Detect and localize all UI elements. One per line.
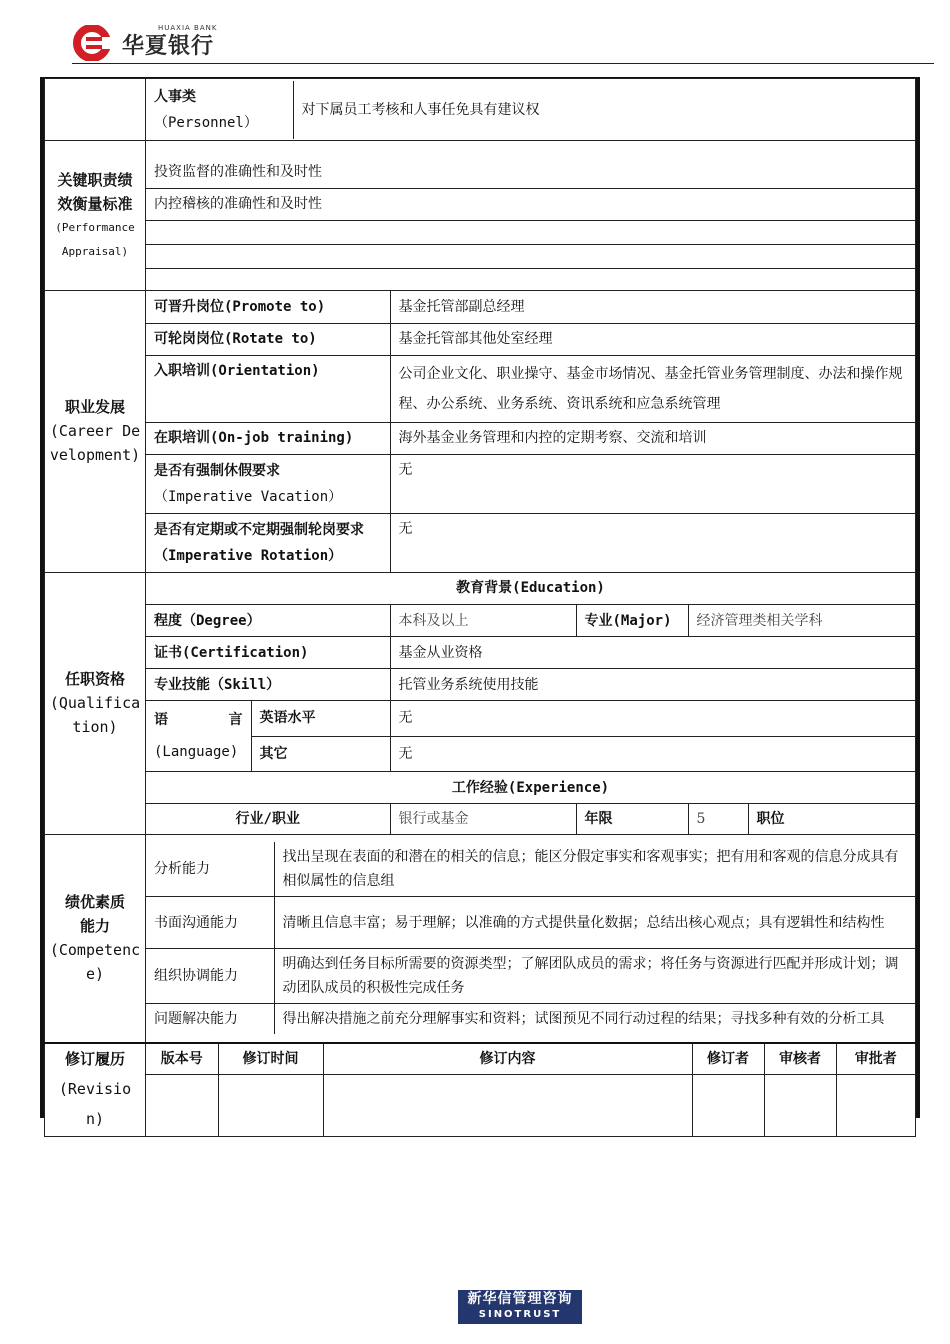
- language-label: 语 言: [154, 712, 243, 728]
- revision-col-content: 修订内容: [323, 1044, 692, 1075]
- english-label: 英语水平: [251, 701, 390, 737]
- performance-row: 投资监督的准确性和及时性: [146, 156, 915, 188]
- performance-row: 内控稽核的准确性和及时性: [146, 188, 915, 220]
- onjob-value: 海外基金业务管理和内控的定期考察、交流和培训: [390, 422, 915, 454]
- logo-english: HUAXIA BANK: [158, 24, 218, 32]
- revision-cell: [836, 1074, 915, 1136]
- skill-value: 托管业务系统使用技能: [390, 669, 915, 701]
- sinotrust-logo: [458, 1290, 582, 1324]
- qualification-section-label: [45, 572, 146, 835]
- page-header: [0, 0, 950, 70]
- revision-col-approver: 审批者: [836, 1044, 915, 1075]
- revision-label-cn: 修订履历: [64, 1049, 125, 1068]
- rotation-value: 无: [390, 513, 915, 572]
- revision-section-label: [45, 1043, 146, 1137]
- years-value: 5: [688, 804, 748, 835]
- qualification-label-cn: 任职资格: [64, 670, 125, 689]
- degree-value: 本科及以上: [390, 605, 576, 637]
- competence-section-label: [45, 835, 146, 1043]
- footer-line1: 新华信管理咨询: [467, 1291, 573, 1307]
- competence-label-en: (Competence): [49, 941, 141, 984]
- performance-row-empty: [146, 268, 915, 275]
- performance-section-label: [45, 141, 146, 291]
- promote-value: 基金托管部副总经理: [390, 291, 915, 323]
- performance-row-empty: [146, 220, 915, 244]
- competence-desc: 清晰且信息丰富；易于理解；以准确的方式提供量化数据；总结出核心观点；具有逻辑性和结构性: [274, 897, 915, 949]
- career-label-en: (Career Development): [49, 422, 141, 465]
- orientation-label: 入职培训(Orientation): [146, 355, 390, 422]
- industry-label: 行业/职业: [146, 804, 390, 835]
- revision-cell: [146, 1074, 218, 1136]
- vacation-label: 是否有强制休假要求: [154, 462, 280, 479]
- revision-label-en: (Revision): [58, 1079, 132, 1128]
- competence-label-cn: 绩优素质能力: [64, 893, 125, 936]
- footer-line2: SINOTRUST: [478, 1309, 562, 1320]
- revision-col-reviser: 修订者: [692, 1044, 764, 1075]
- career-label-cn: 职业发展: [64, 398, 125, 417]
- education-header: 教育背景(Education): [146, 573, 915, 605]
- logo-chinese: 华夏银行: [122, 34, 215, 59]
- competence-desc: 得出解决措施之前充分理解事实和资料；试图预见不同行动过程的结果；寻找多种有效的分析工具: [274, 1004, 915, 1035]
- certification-value: 基金从业资格: [390, 637, 915, 669]
- promote-label: 可晋升岗位(Promote to): [146, 291, 390, 323]
- major-value: 经济管理类相关学科: [688, 605, 915, 637]
- blank-label-cell: [45, 79, 146, 141]
- skill-label: 专业技能（Skill）: [146, 669, 390, 701]
- position-label: 职位: [748, 804, 915, 835]
- years-label: 年限: [576, 804, 688, 835]
- other-language-value: 无: [390, 736, 915, 772]
- onjob-label: 在职培训(On-job training): [146, 422, 390, 454]
- revision-cell: [323, 1074, 692, 1136]
- personnel-label-en: （Personnel）: [154, 114, 258, 131]
- certification-label: 证书(Certification): [146, 637, 390, 669]
- competence-name: 问题解决能力: [146, 1004, 274, 1035]
- qualification-label-en: (Qualification): [49, 694, 141, 737]
- revision-cell: [764, 1074, 836, 1136]
- competence-desc: 明确达到任务目标所需要的资源类型；了解团队成员的需求；将任务与资源进行匹配并形成计划；调动团队成员的积极性完成任务: [274, 949, 915, 1004]
- performance-label-cn: 关键职责绩效衡量标准: [57, 170, 133, 213]
- competence-name: 分析能力: [146, 842, 274, 897]
- competence-name: 书面沟通能力: [146, 897, 274, 949]
- revision-col-date: 修订时间: [218, 1044, 323, 1075]
- revision-cell: [692, 1074, 764, 1136]
- orientation-value: 公司企业文化、职业操守、基金市场情况、基金托管业务管理制度、办法和操作规程、办公系统、业务系统、资讯系统和应急系统管理: [390, 355, 915, 422]
- huaxia-bank-logo-icon: [72, 25, 112, 61]
- vacation-value: 无: [390, 454, 915, 513]
- vacation-label-en: （Imperative Vacation）: [154, 488, 343, 505]
- experience-header: 工作经验(Experience): [146, 772, 915, 804]
- english-value: 无: [390, 701, 915, 737]
- career-section-label: [45, 291, 146, 573]
- performance-label-en: (Performance Appraisal): [55, 220, 135, 258]
- other-language-label: 其它: [251, 736, 390, 772]
- rotate-label: 可轮岗岗位(Rotate to): [146, 323, 390, 355]
- revision-col-version: 版本号: [146, 1044, 218, 1075]
- header-rule: [72, 63, 934, 64]
- major-label: 专业(Major): [576, 605, 688, 637]
- rotation-label: 是否有定期或不定期强制轮岗要求（Imperative Rotation）: [146, 513, 390, 572]
- revision-col-reviewer: 审核者: [764, 1044, 836, 1075]
- language-label-en: (Language): [154, 744, 239, 760]
- rotate-value: 基金托管部其他处室经理: [390, 323, 915, 355]
- job-description-form: [40, 77, 920, 1128]
- performance-row-empty: [146, 244, 915, 268]
- competence-desc: 找出呈现在表面的和潜在的相关的信息；能区分假定事实和客观事实；把有用和客观的信息分成具有相似属性的信息组: [274, 842, 915, 897]
- personnel-value: 对下属员工考核和人事任免具有建议权: [293, 81, 915, 139]
- personnel-label: 人事类: [154, 88, 196, 105]
- competence-name: 组织协调能力: [146, 949, 274, 1004]
- industry-value: 银行或基金: [390, 804, 576, 835]
- degree-label: 程度（Degree）: [146, 605, 390, 637]
- revision-cell: [218, 1074, 323, 1136]
